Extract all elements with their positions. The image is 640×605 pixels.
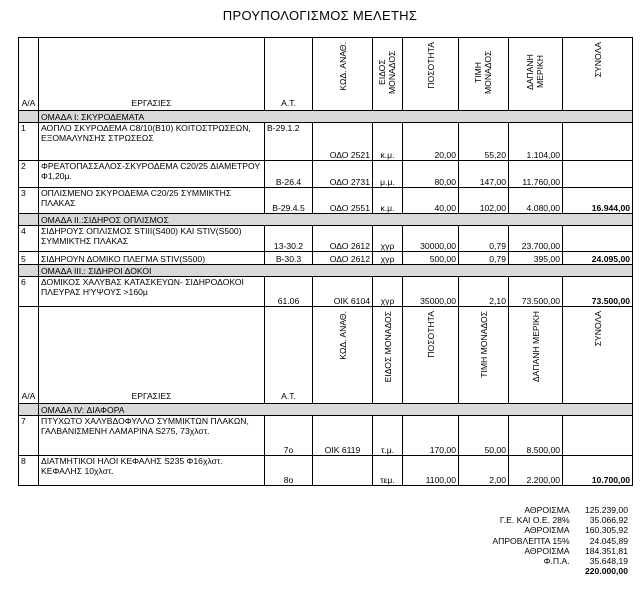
table-row: 6 ΔΟΜΙΚΟΣ ΧΑΛΥΒΑΣ ΚΑΤΑΣΚΕΥΩΝ- ΣΙΔΗΡΟΔΟΚΟΙ ΠΛΕΥΡΑΣ Η'ΥΨΟΥΣ >160μ 61.06 ΟΙΚ 6104 χγρ 35000,00 2,10 73.500,00 73.500,00	[19, 277, 633, 307]
group-row	[19, 404, 633, 416]
summary-row: ΑΘΡΟΙΣΜΑ 160.305,92	[524, 525, 628, 536]
page-title: ΠΡΟΥΠΟΛΟΓΙΣΜΟΣ ΜΕΛΕΤΗΣ	[222, 8, 418, 23]
group-3-label: ΟΜΑΔΑ ΙΙΙ.: ΣΙΔΗΡΟΙ ΔΟΚΟΙ	[39, 265, 633, 277]
header-partial-2: ΔΑΠΑΝΗ ΜΕΡΙΚΗ	[509, 307, 563, 404]
table-header-row	[19, 38, 633, 111]
summary-row: ΑΠΡΟΒΛΕΠΤΑ 15% 24.045,89	[492, 535, 628, 546]
table-row: 1 ΑΟΠΛΟ ΣΚΥΡΟΔΕΜΑ C8/10(B10) ΚΟΙΤΟΣΤΡΩΣΕΩΝ, ΕΞΟΜΑΛΥΝΣΗΣ ΣΤΡΩΣΕΩΣ B-29.1.2 ΟΔΟ 2521 κ.μ. 20,00 55,20 1.104,00	[19, 123, 633, 161]
header-work-2: ΕΡΓΑΣΙΕΣ	[39, 307, 265, 404]
group-4-label: ΟΜΑΔΑ ΙV: ΔΙΑΦΟΡΑ	[39, 404, 633, 416]
header-price: ΤΙΜΗ ΜΟΝΑΔΟΣ	[459, 38, 509, 111]
table-row: 5 ΣΙΔΗΡΟΥΝ ΔΟΜΙΚΟ ΠΛΕΓΜΑ STIV(S500) B-30.3 ΟΔΟ 2612 χγρ 500,00 0,79 395,00 24.095,00	[19, 252, 633, 265]
header-qty-2: ΠΟΣΟΤΗΤΑ	[403, 307, 459, 404]
header-aa: Α/Α	[19, 38, 39, 111]
summary-row: ΑΘΡΟΙΣΜΑ 184.351,81	[524, 545, 628, 556]
header-work: ΕΡΓΑΣΙΕΣ	[39, 38, 265, 111]
table-header-row-2	[19, 307, 633, 404]
header-aa-2: Α/Α	[19, 307, 39, 404]
header-qty: ΠΟΣΟΤΗΤΑ	[403, 38, 459, 111]
header-partial: ΔΑΠΑΝΗ ΜΕΡΙΚΗ	[509, 38, 563, 111]
header-kod: ΚΩΔ. ΑΝΑΘ.	[313, 38, 373, 111]
group-2-label: ΟΜΑΔΑ ΙΙ.:ΣΙΔΗΡΟΣ ΟΠΛΙΣΜΟΣ	[39, 214, 633, 226]
table-row: 2 ΦΡΕΑΤΟΠΑΣΣΑΛΟΣ-ΣΚΥΡΟΔΕΜΑ C20/25 ΔΙΑΜΕΤΡΟΥ Φ1,20μ. B-26.4 ΟΔΟ 2731 μ.μ. 80,00 147,00 11.760,00	[19, 161, 633, 188]
header-at: Α.Τ.	[265, 38, 313, 111]
group-row	[19, 265, 633, 277]
table-row: 4 ΣΙΔΗΡΟΥΣ ΟΠΛΙΣΜΟΣ STIII(S400) ΚΑΙ STIV(S500) ΣΥΜΜΙΚΤΗΣ ΠΛΑΚΑΣ 13-30.2 ΟΔΟ 2612 χγρ 30000,00 0,79 23.700,00	[19, 226, 633, 252]
header-unit: ΕΙΔΟΣ ΜΟΝΑΔΟΣ	[373, 38, 403, 111]
table-row: 8 ΔΙΑΤΜΗΤΙΚΟΙ ΗΛΟΙ ΚΕΦΑΛΗΣ S235 Φ16χλστ. ΚΕΦΑΛΗΣ 10χλστ. 8ο τεμ. 1100,00 2,00 2.200,00 10.700,00	[19, 456, 633, 486]
group-1-label: ΟΜΑΔΑ Ι: ΣΚΥΡΟΔΕΜΑΤΑ	[39, 111, 633, 123]
summary-row: ΑΘΡΟΙΣΜΑ 125.239,00	[524, 505, 628, 515]
group-row	[19, 111, 633, 123]
table-row: 3 ΟΠΛΙΣΜΕΝΟ ΣΚΥΡΟΔΕΜΑ C20/25 ΣΥΜΜΙΚΤΗΣ ΠΛΑΚΑΣ B-29.4.5 ΟΔΟ 2551 κ.μ. 40,00 102,00 4.080,00 16.944,00	[19, 188, 633, 214]
summary-block	[492, 505, 628, 576]
header-at-2: Α.Τ.	[265, 307, 313, 404]
summary-row: Γ.Ε. ΚΑΙ Ο.Ε. 28% 35.066,92	[499, 515, 628, 526]
header-price-2: ΤΙΜΗ ΜΟΝΑΔΟΣ	[459, 307, 509, 404]
group-row	[19, 214, 633, 226]
header-unit-2: ΕΙΔΟΣ ΜΟΝΑΔΟΣ	[373, 307, 403, 404]
summary-row: Φ.Π.Α. 35.648,19	[543, 555, 628, 566]
header-kod-2: ΚΩΔ. ΑΝΑΘ.	[313, 307, 373, 404]
summary-grand-total: 220.000,00	[584, 566, 628, 577]
table-row: 7 ΠΤΥΧΩΤΟ ΧΑΛΥΒΔΟΦΥΛΛΟ ΣΥΜΜΙΚΤΩΝ ΠΛΑΚΩΝ, ΓΑΛΒΑΝΙΣΜΕΝΗ ΛΑΜΑΡΙΝΑ S275, 73χλστ. 7ο ΟΙΚ 6119 τ.μ. 170,00 50,00 8.500,00	[19, 416, 633, 456]
header-total: ΣΥΝΟΛΑ	[563, 38, 633, 111]
header-total-2: ΣΥΝΟΛΑ	[563, 307, 633, 404]
budget-table	[18, 37, 633, 486]
